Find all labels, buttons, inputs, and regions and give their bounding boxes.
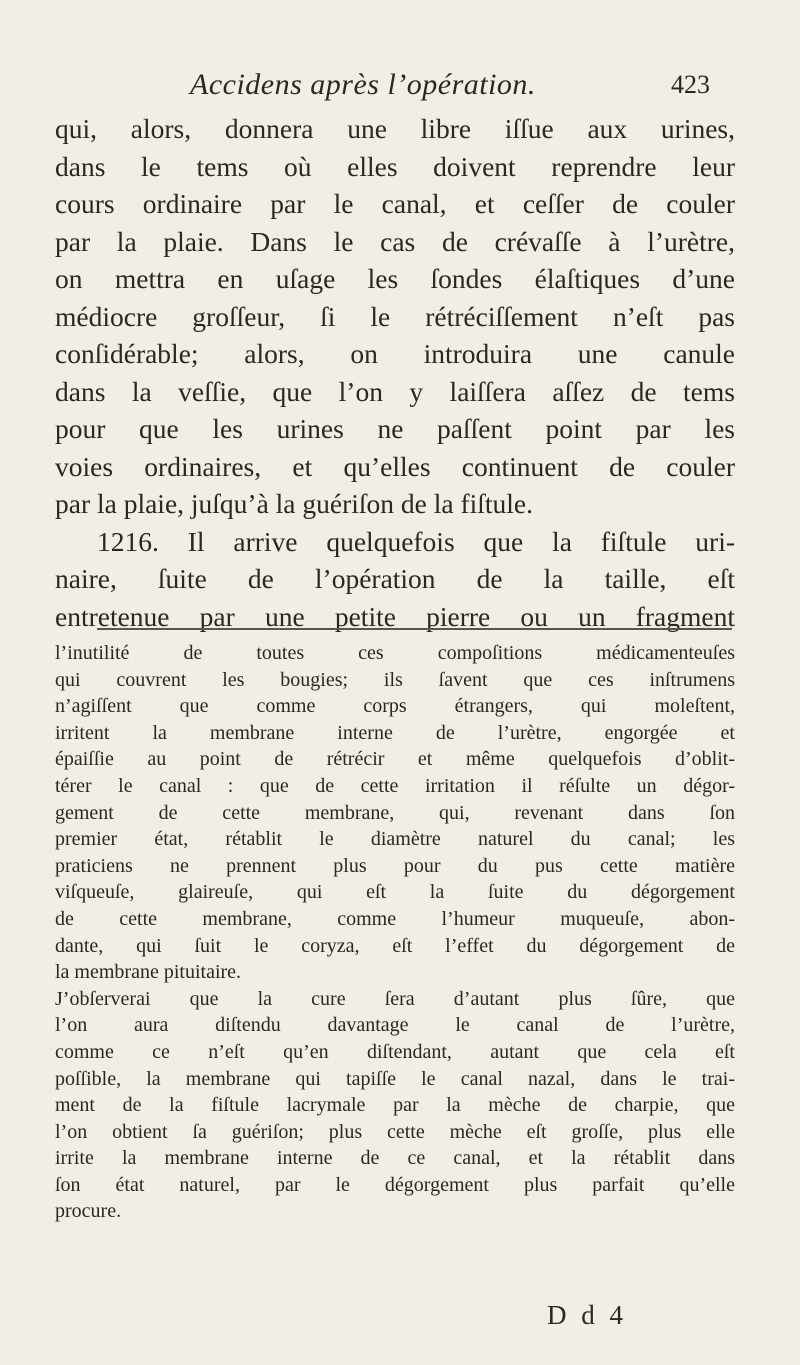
footnote-line: l’on obtient ſa guériſon; plus cette mèche eſt groſſe, plus elle [55,1120,735,1143]
footnote-line: premier état, rétablit le diamètre naturel du canal; les [55,828,735,851]
main-text-line: conſidérable; alors, on introduira une canule [55,338,735,369]
main-text-line: cours ordinaire par le canal, et ceſſer de couler [55,188,735,219]
main-text-line: dans la veſſie, que l’on y laiſſera aſſez de tems [55,375,735,407]
footnote-line: épaiſſie au point de rétrécir et même quelquefois d’oblit- [55,748,735,771]
footnote-line: qui couvrent les bougies; ils ſavent que ces inſtrumens [55,668,735,691]
footnote-line: l’inutilité de toutes ces compoſitions médicamenteuſes [55,642,735,664]
footnote-line: procure. [55,1200,122,1223]
paragraph-start-line: 1216. Il arrive quelquefois que la fiſtule uri- [97,525,735,557]
footnote-line: comme ce n’eſt qu’en diſtendant, autant que cela eſt [55,1040,735,1063]
footnote-line: viſqueuſe, glaireuſe, qui eſt la ſuite du dégorgement [55,881,735,904]
footnote-line: ſon état naturel, par le dégorgement plus parfait qu’elle [55,1173,735,1196]
footnote-line: la membrane pituitaire. [55,961,242,984]
footnote-line: ment de la fiſtule lacrymale par la mèche de charpie, que [55,1094,735,1117]
footnote-rule [97,628,732,630]
main-text-line: voies ordinaires, et qu’elles continuent de couler [55,450,735,482]
page-header [190,68,710,108]
footnote-line: n’agiſſent que comme corps étrangers, qui moleſtent, [55,695,735,718]
main-text-line: par la plaie. Dans le cas de crévaſſe à l’urètre, [55,225,735,257]
footnote-line: dante, qui ſuit le coryza, eſt l’effet du dégorgement de [55,934,735,957]
footnote-line: poſſible, la membrane qui tapiſſe le canal nazal, dans le trai- [55,1067,735,1090]
main-text-line: on mettra en uſage les ſondes élaſtiques d’une [55,263,735,294]
footnote-line: de cette membrane, comme l’humeur muqueuſe, abon- [55,907,735,930]
footnote-line: gement de cette membrane, qui, revenant dans ſon [55,801,735,824]
footnote-line: l’on aura diſtendu davantage le canal de l’urètre, [55,1014,735,1037]
main-text-line: naire, ſuite de l’opération de la taille, eſt [55,563,735,594]
main-text-line: pour que les urines ne paſſent point par les [55,413,735,444]
signature-mark: D d 4 [547,1300,627,1330]
footnote-line: térer le canal : que de cette irritation il réſulte un dégor- [55,774,735,797]
running-head: Accidens après l’opération. [190,68,536,101]
footnote-line: J’obſerverai que la cure ſera d’autant plus ſûre, que [55,987,735,1010]
footnote-line: praticiens ne prennent plus pour du pus cette matière [55,854,735,877]
main-text-line: dans le tems où elles doivent reprendre leur [55,150,735,182]
footnote-block [55,640,735,1225]
footnote-line: irritent la membrane interne de l’urètre, engorgée et [55,721,735,744]
main-text-block [55,110,735,635]
main-text-line: qui, alors, donnera une libre iſſue aux urines, [55,113,735,144]
main-text-line: par la plaie, juſqu’à la guériſon de la fiſtule. [55,488,534,519]
main-text-line: médiocre groſſeur, ſi le rétréciſſement n’eſt pas [55,300,735,332]
main-text-line: entretenue par une petite pierre ou un fragment [55,600,735,632]
footnote-line: irrite la membrane interne de ce canal, et la rétablit dans [55,1147,735,1170]
page-number: 423 [671,70,710,99]
